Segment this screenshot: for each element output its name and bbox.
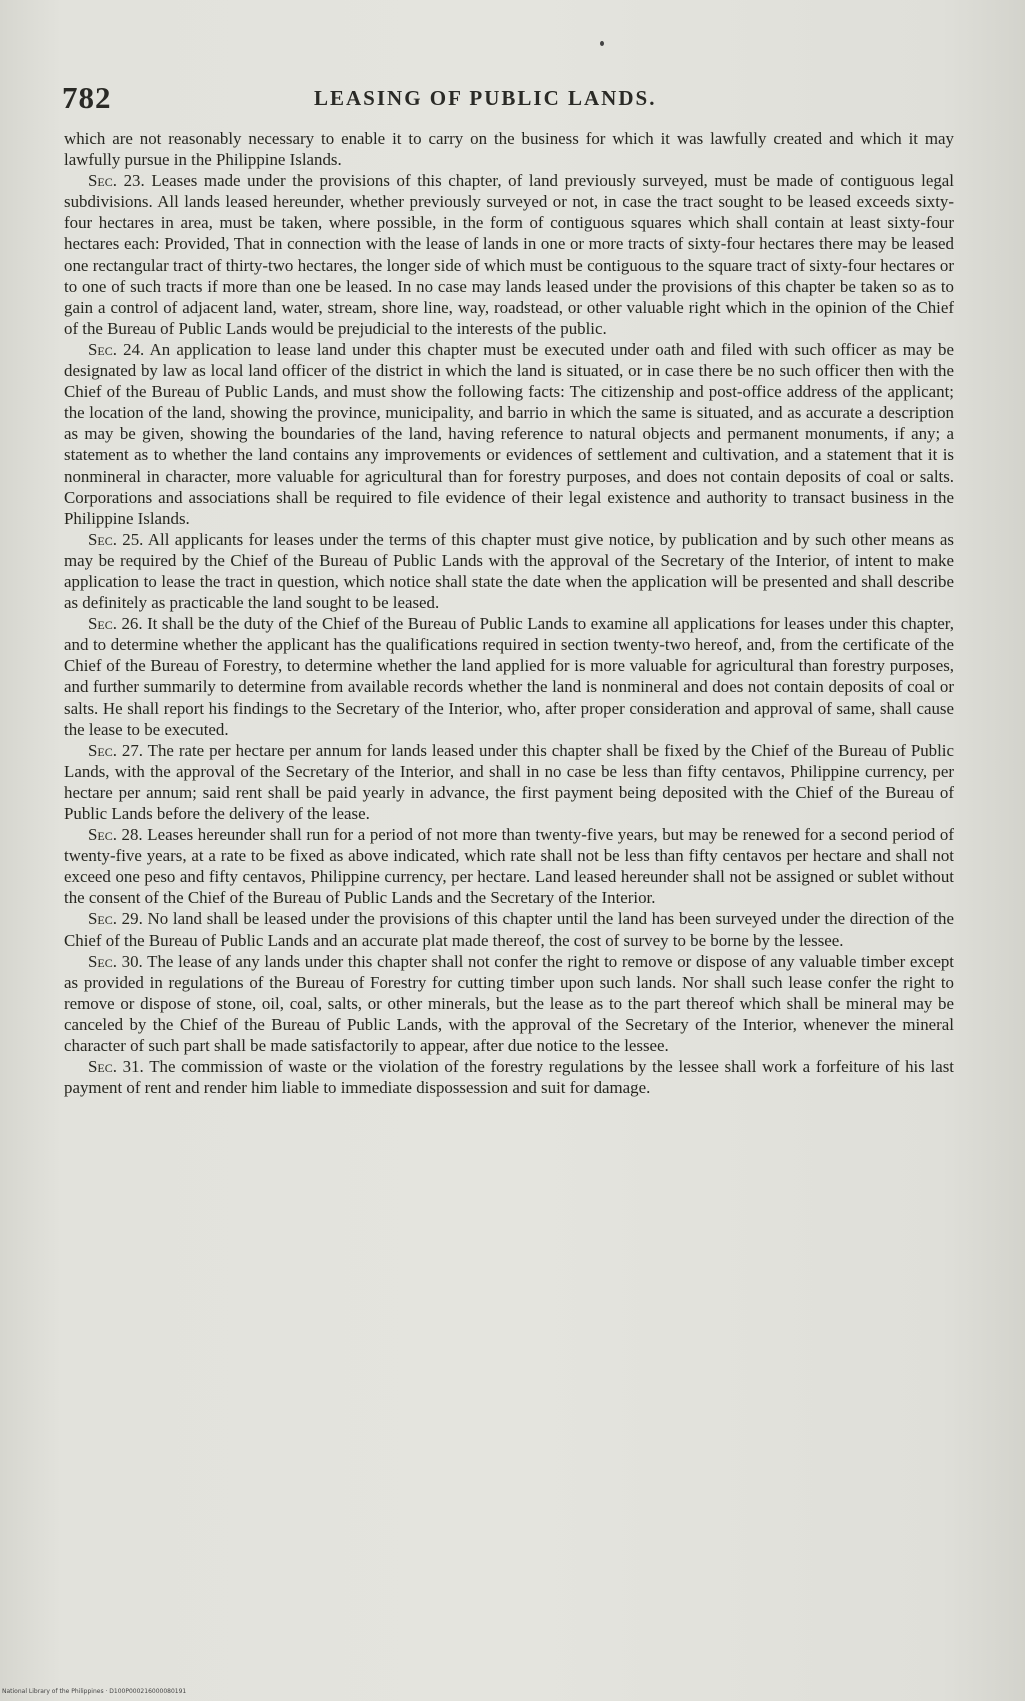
section-text: Leases made under the provisions of this chapter, of land previously surveyed, must be made of contiguous legal subdivisions. All lands leased hereunder, whether previously surveyed or not, in case the tract sought to be leased exceeds sixty-four hectares in area, must be taken, where possible, in the form of contiguous squares which shall contain at least sixty-four hectares each: Provided, That in connection with the lease of lands in one or more tracts of sixty-four hectares there may be leased one rectangular tract of thirty-two hectares, the longer side of which must be contiguous to the square tract of sixty-four hectares or to one of such tracts if more than one be leased. In no case may lands leased under the provisions of this chapter be taken so as to gain a control of adjacent land, water, stream, shore line, way, roadstead, or other valuable right which in the opinion of the Chief of the Bureau of Public Lands would be prejudicial to the interests of the public. bbox=[64, 171, 954, 338]
page-header bbox=[62, 80, 962, 120]
section-label: Sec. 25. bbox=[88, 529, 144, 549]
section-text: It shall be the duty of the Chief of the Bureau of Public Lands to examine all applications for leases under this chapter, and to determine whether the applicant has the qualifications required in section twenty-two hereof, and, from the certificate of the Chief of the Bureau of Forestry, to determine whether the land applied for is more valuable for agricultural than forestry purposes, and further summarily to determine from available records whether the land is nonmineral and does not contain deposits of coal or salts. He shall report his findings to the Secretary of the Interior, who, after proper consideration and approval of same, shall cause the lease to be executed. bbox=[64, 614, 954, 739]
section-label: Sec. 26. bbox=[88, 614, 143, 634]
section-label: Sec. 27. bbox=[88, 740, 143, 760]
section-28 bbox=[64, 824, 954, 908]
section-30 bbox=[64, 951, 954, 1056]
section-26 bbox=[64, 613, 954, 740]
paragraph-text: which are not reasonably necessary to enable it to carry on the business for which it was lawfully created and which it may lawfully pursue in the Philippine Islands. bbox=[64, 129, 954, 170]
section-text: The lease of any lands under this chapter shall not confer the right to remove or dispose of any valuable timber except as provided in regulations of the Bureau of Forestry for cutting timber upon such lands. Nor shall such lease confer the right to remove or dispose of stone, oil, coal, salts, or other minerals, but the lease as to the part thereof which shall be mineral may be canceled by the Chief of the Bureau of Public Lands, with the approval of the Secretary of the Interior, whenever the mineral character of such part shall be made satisfactorily to appear, after due notice to the lessee. bbox=[64, 951, 954, 1056]
section-label: Sec. 30. bbox=[88, 951, 143, 971]
section-label: Sec. 29. bbox=[88, 909, 143, 929]
section-23 bbox=[64, 170, 954, 339]
section-text: Leases hereunder shall run for a period of not more than twenty-five years, but may be renewed for a second period of twenty-five years, at a rate to be fixed as above indicated, which rate shall not be less than fifty centavos per hectare and shall not exceed one peso and fifty centavos, Philippine currency, per hectare. Land leased hereunder shall not be assigned or sublet without the consent of the Chief of the Bureau of Public Lands and the Secretary of the Interior. bbox=[64, 825, 954, 908]
scan-footer-label: National Library of the Philippines · D100P000216000080191 bbox=[2, 1688, 187, 1695]
body-text bbox=[64, 128, 954, 1098]
section-text: The commission of waste or the violation of the forestry regulations by the lessee shall work a forfeiture of his last payment of rent and render him liable to immediate dispossession and suit for damage. bbox=[64, 1057, 954, 1098]
section-text: The rate per hectare per annum for lands leased under this chapter shall be fixed by the Chief of the Bureau of Public Lands, with the approval of the Secretary of the Interior, and shall in no case be less than fifty centavos, Philippine currency, per hectare per annum; said rent shall be paid yearly in advance, the first payment being deposited with the Chief of the Bureau of Public Lands before the delivery of the lease. bbox=[64, 740, 954, 823]
section-label: Sec. 23. bbox=[88, 171, 145, 191]
section-label: Sec. 31. bbox=[88, 1057, 144, 1077]
running-head: LEASING OF PUBLIC LANDS. bbox=[314, 86, 657, 110]
section-24 bbox=[64, 339, 954, 529]
page-number: 782 bbox=[62, 80, 112, 115]
section-text: No land shall be leased under the provisions of this chapter until the land has been surveyed under the direction of the Chief of the Bureau of Public Lands and an accurate plat made thereof, the cost of survey to be borne by the lessee. bbox=[64, 909, 954, 950]
paragraph-continuation bbox=[64, 128, 954, 170]
section-29 bbox=[64, 908, 954, 950]
section-31 bbox=[64, 1056, 954, 1098]
section-text: All applicants for leases under the terms of this chapter must give notice, by publication and by such other means as may be required by the Chief of the Bureau of Public Lands with the approval of the Secretary of the Interior, of intent to make application to lease the tract in question, which notice shall state the date when the application will be presented and shall describe as definitely as practicable the land sought to be leased. bbox=[64, 529, 954, 613]
section-25 bbox=[64, 529, 954, 613]
section-text: An application to lease land under this chapter must be executed under oath and filed with such officer as may be designated by law as local land officer of the district in which the land is situated, or in case there be no such officer then with the Chief of the Bureau of Public Lands, and must show the following facts: The citizenship and post-office address of the applicant; the location of the land, showing the province, municipality, and barrio in which the same is situated, and as accurate a description as may be given, showing the boundaries of the land, having reference to natural objects and permanent monuments, if any; a statement as to whether the land contains any improvements or evidences of settlement and cultivation, and a statement that it is nonmineral in character, more valuable for agricultural than for forestry purposes, and does not contain deposits of coal or salts. Corporations and associations shall be required to file evidence of their legal existence and authority to transact business in the Philippine Islands. bbox=[64, 339, 954, 528]
ink-speck bbox=[600, 41, 604, 46]
section-label: Sec. 28. bbox=[88, 825, 143, 845]
section-27 bbox=[64, 740, 954, 824]
section-label: Sec. 24. bbox=[88, 339, 145, 359]
